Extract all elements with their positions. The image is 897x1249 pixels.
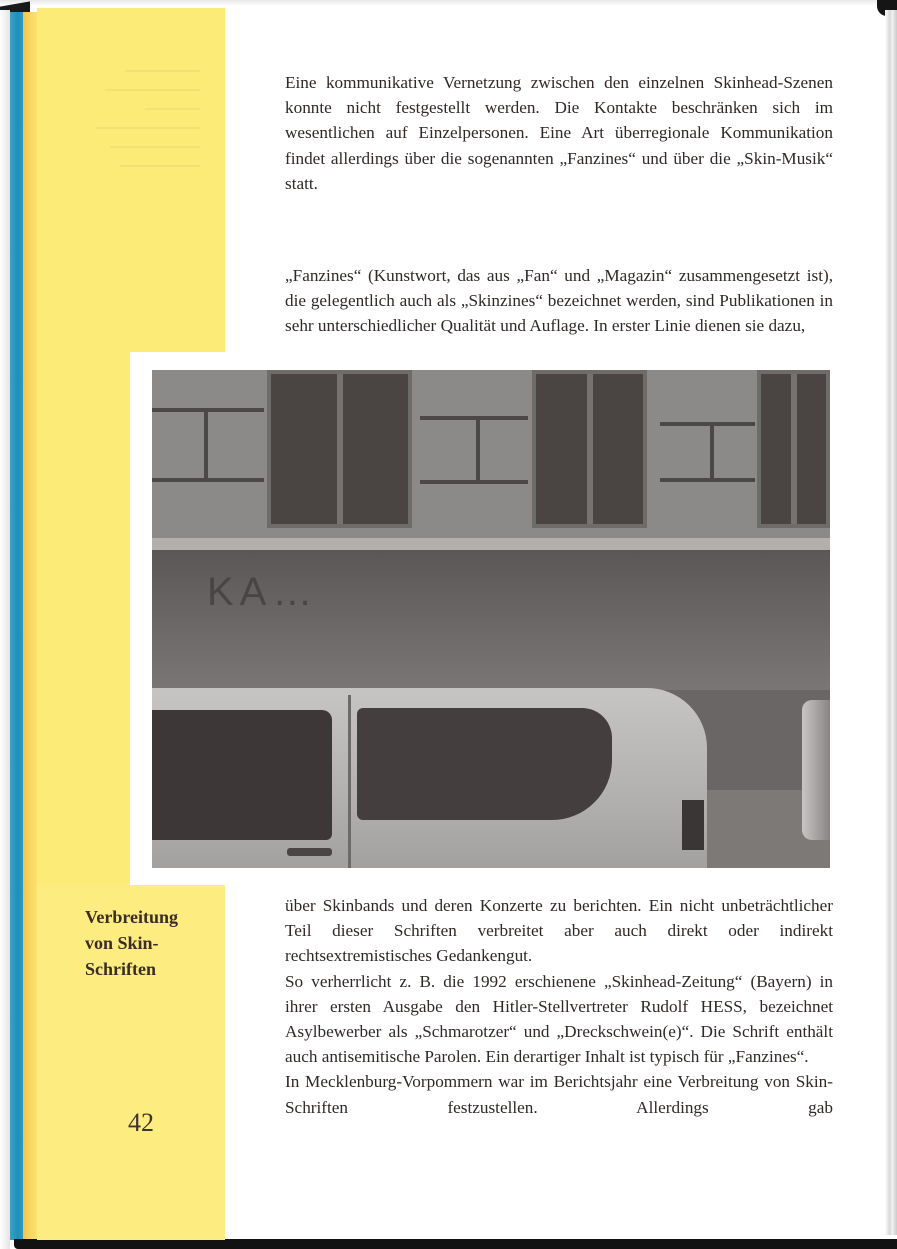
page-top-edge: [0, 0, 897, 6]
paragraph-2: [285, 263, 833, 339]
photo-ledge: [152, 538, 830, 550]
paragraph-text: So verherrlicht z. B. die 1992 erschienene „Skinhead-Zeitung“ (Bayern) in ihrer ersten Ausgabe den Hitler-Stellvertreter Rudolf HESS, bezeichnet Asylbewerber als „Schmarotzer“ und „Dreckschwein(e)“. Die Schrift enthält auch antisemitische Parolen. Ein derartiger Inhalt ist typisch für „Fanzines“.: [285, 971, 833, 1067]
page-number: 42: [128, 1108, 154, 1137]
paragraph-1: [285, 70, 833, 196]
photo-second-car: [802, 700, 830, 840]
photo-window: [757, 370, 830, 528]
page-bottom-edge: [14, 1239, 897, 1249]
photo-panel-line: [660, 478, 755, 482]
spine-blue-stripe: [10, 12, 23, 1240]
photo-car-handle: [287, 848, 332, 856]
spine-orange-stripe: [23, 12, 37, 1240]
photo-panel-line: [710, 422, 714, 478]
paragraph-text: über Skinbands und deren Konzerte zu berichten. Ein nicht unbeträchtlicher Teil dieser Schriften verbreitet aber auch direkt oder indirekt rechtsextremistisches Gedankengut.: [285, 896, 833, 966]
paragraph-text: In Mecklenburg-Vorpommern war im Berichtsjahr eine Verbreitung von Skin-Schriften festzustellen. Allerdings gab: [285, 1072, 833, 1117]
paragraph-text: „Fanzines“ (Kunstwort, das aus „Fan“ und „Magazin“ zusammengesetzt ist), die gelegentlich auch als „Skinzines“ bezeichnet werden, sind Publikationen in sehr unterschiedlicher Qualität und Auflage. In erster Linie dienen sie dazu,: [285, 266, 833, 336]
margin-heading-line: Verbreitung: [85, 907, 179, 927]
photo-car-window: [357, 708, 612, 820]
photo-panel-line: [420, 480, 528, 484]
photo-car-door-line: [348, 695, 351, 868]
photo-panel-line: [476, 416, 480, 480]
photograph-graffiti-wall: [152, 370, 830, 868]
photo-panel-line: [660, 422, 755, 426]
photo-window: [267, 370, 412, 528]
paragraph-text: Eine kommunikative Vernetzung zwischen den einzelnen Skinhead-Szenen konnte nicht festgestellt werden. Die Kontakte beschränken sich im wesentlichen auf Einzelpersonen. Eine Art überregionale Kommunikation findet allerdings über die sogenannten „Fanzines“ und über die „Skin-Musik“ statt.: [285, 73, 833, 193]
page-right-edge: [885, 10, 897, 1235]
photo-car-taillight: [682, 800, 704, 850]
margin-heading-line: Schriften: [85, 959, 156, 979]
photo-graffiti: KA…: [207, 570, 319, 614]
photo-facade: [152, 370, 830, 540]
paragraph-3: [285, 893, 833, 1120]
page-left-edge: [0, 10, 10, 1249]
photo-panel-line: [420, 416, 528, 420]
photo-car-window: [152, 710, 332, 840]
photo-panel-line: [152, 478, 264, 482]
photo-panel-line: [204, 408, 208, 478]
margin-heading-line: von Skin-: [85, 933, 159, 953]
photo-window: [532, 370, 647, 528]
photo-panel-line: [152, 408, 264, 412]
show-through-text: [90, 70, 200, 184]
margin-column-middle: [37, 352, 130, 885]
margin-heading: [85, 904, 225, 982]
